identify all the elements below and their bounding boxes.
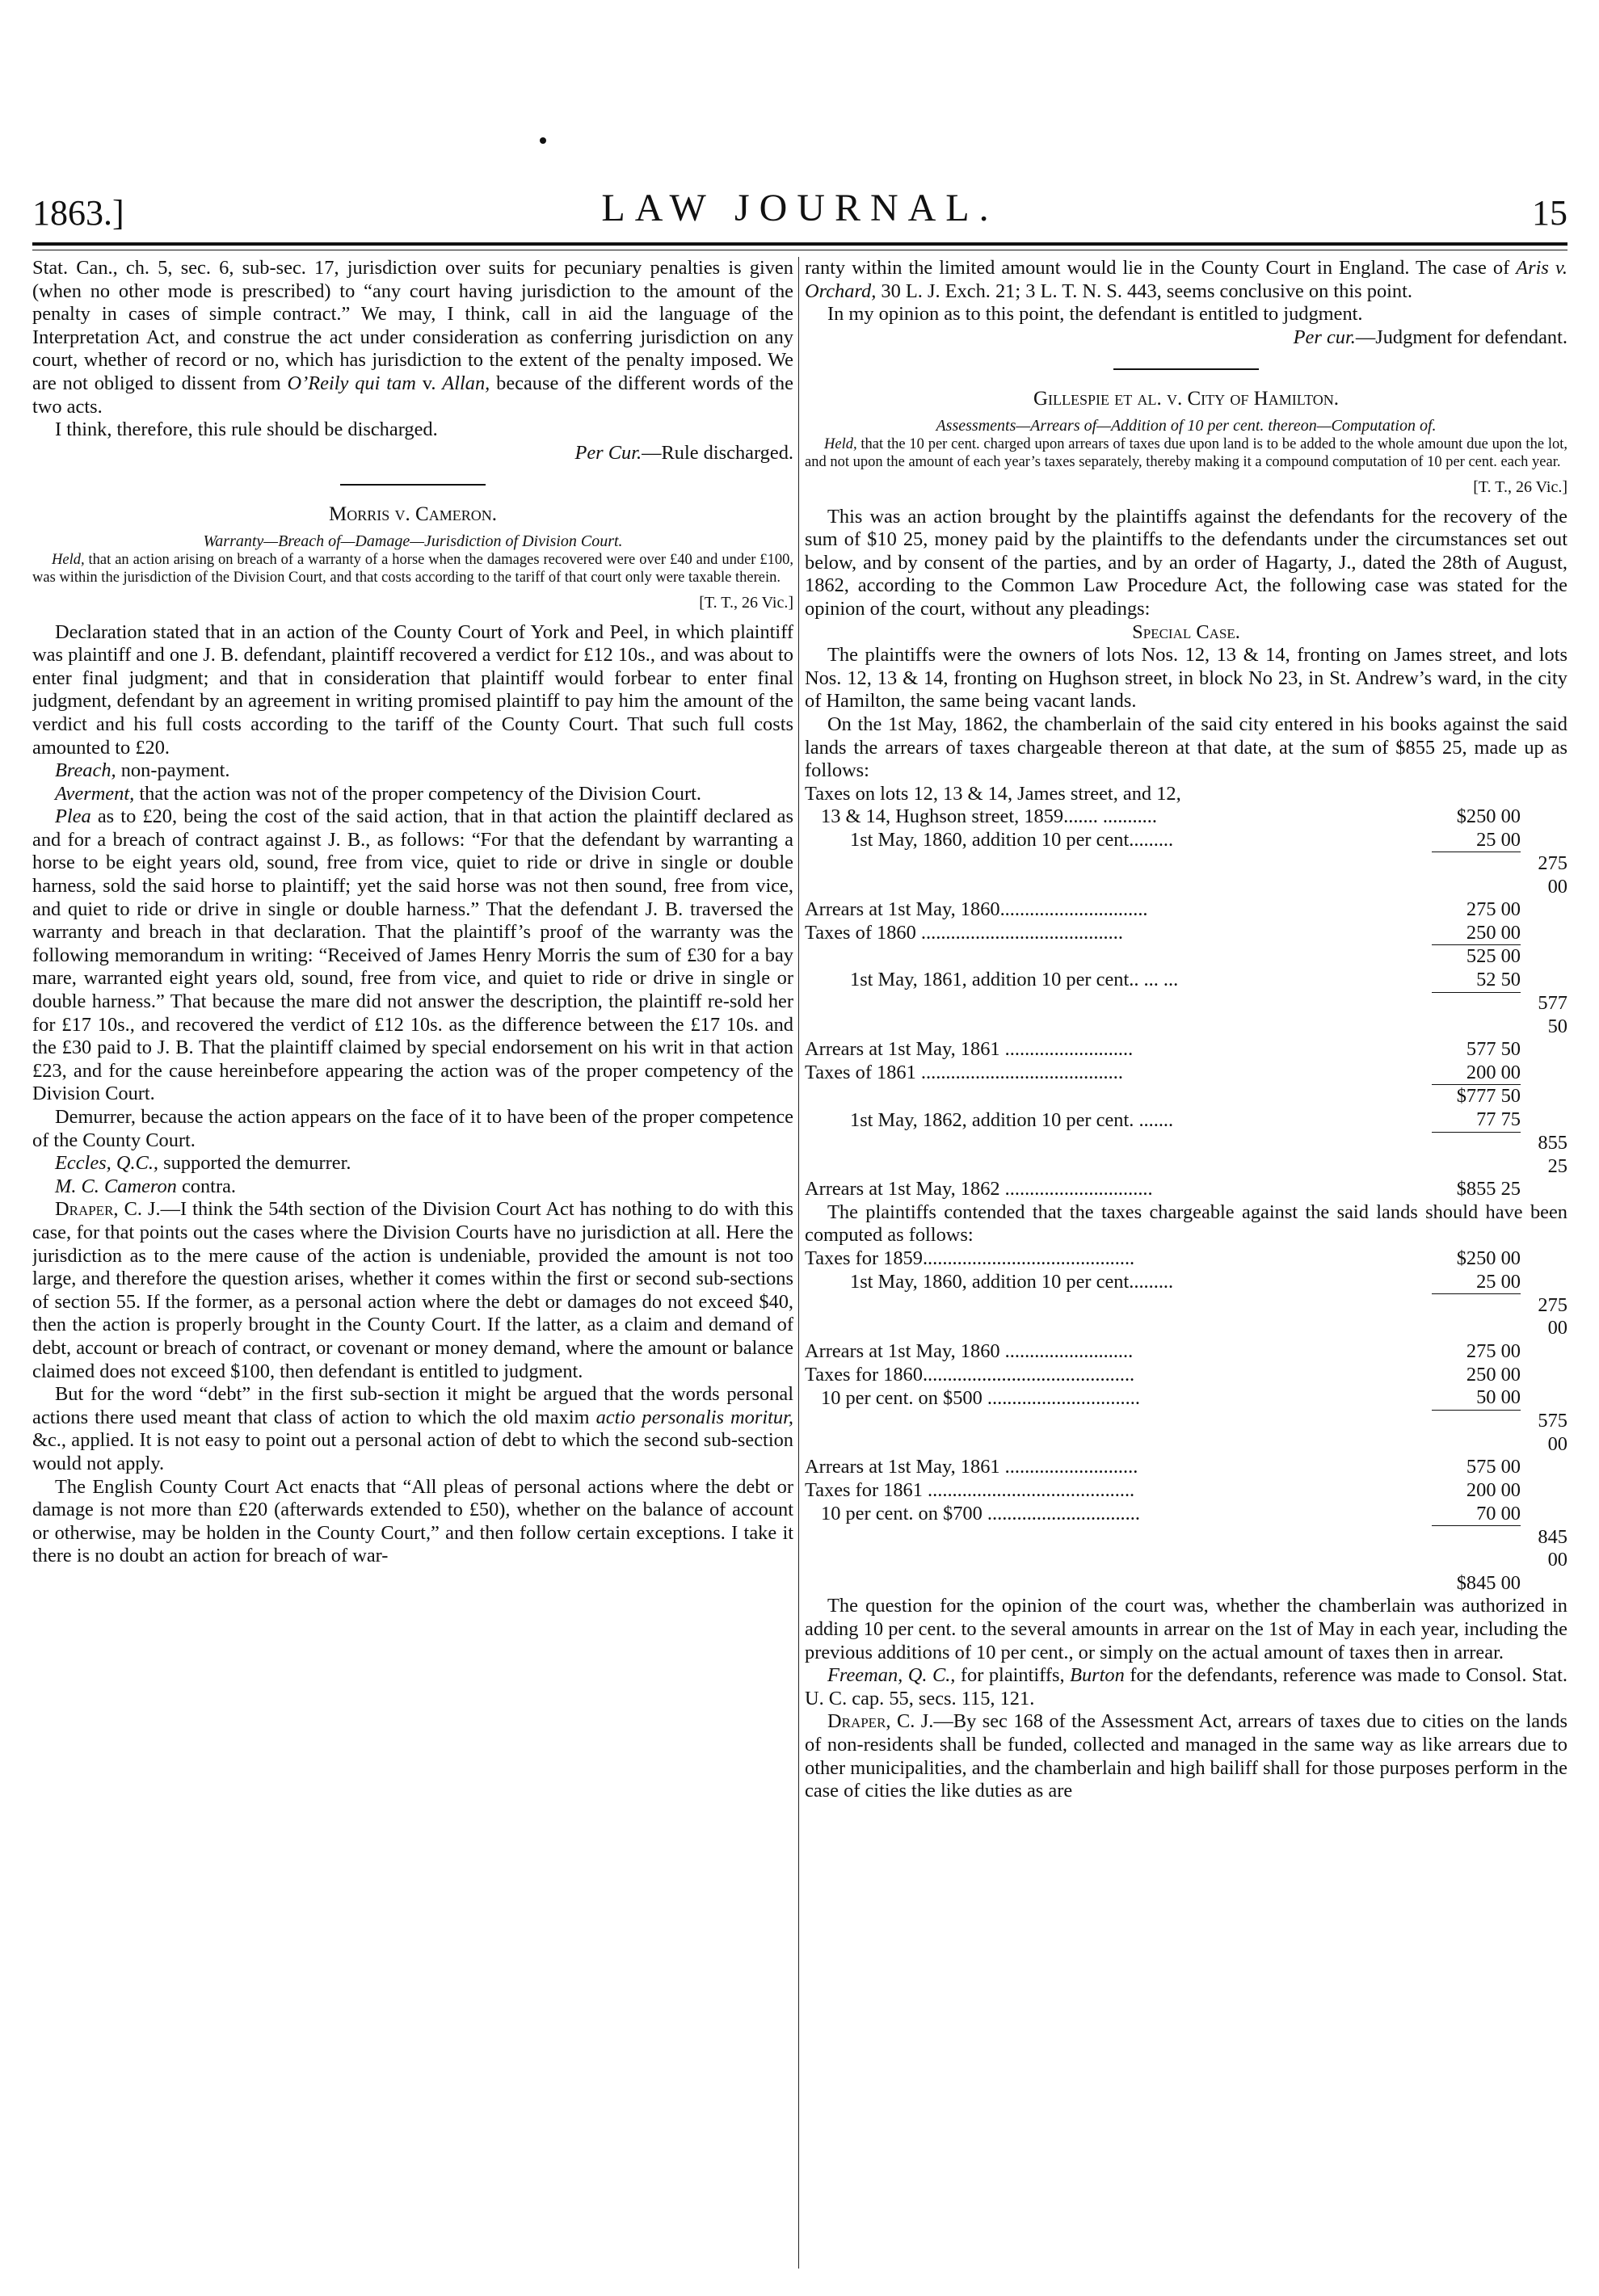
table-row bbox=[805, 1038, 1567, 1062]
row-amount: 200 00 bbox=[1466, 1479, 1521, 1501]
section-separator bbox=[1113, 368, 1259, 370]
table-row bbox=[805, 922, 1567, 945]
row-amount: $250 00 bbox=[1456, 805, 1521, 828]
row-total bbox=[1521, 1572, 1567, 1596]
paragraph: Stat. Can., ch. 5, sec. 6, sub-sec. 17, jurisdiction over suits for pecuniary penalties is given (when no other mode is prescribed) to “any court having jurisdiction to the amount of the penalty in cases of simple contract.” We may, I think, call in aid the language of the Interpretation Act, and construe the act under consideration as conferring jurisdiction on any court, whether of record or no, which has jurisdiction to the extent of the penalty imposed. We are not obliged to dissent from O’Reily qui tam v. Allan, because of the different words of the two acts. bbox=[32, 257, 793, 418]
row-total bbox=[1521, 1062, 1567, 1085]
table-row bbox=[805, 1410, 1567, 1456]
paragraph: On the 1st May, 1862, the chamberlain of the said city entered in his books against the said lands the arrears of taxes chargeable thereon at that date, at the sum of $855 25, made up as follows: bbox=[805, 713, 1567, 782]
row-description: 10 per cent. on $500 ............................... bbox=[821, 1386, 1140, 1409]
row-amount: 275 00 bbox=[1466, 898, 1521, 921]
row-total bbox=[1521, 1271, 1567, 1294]
ink-dot bbox=[540, 137, 546, 144]
headnote: Held, that an action arising on breach of a warranty of a horse when the damages recovered were over £40 and under £100, was within the jurisdiction of the Division Court, and that costs according to the tariff of that court only were taxable therein. bbox=[32, 551, 793, 586]
row-amount: 52 50 bbox=[1476, 968, 1521, 990]
row-description: Taxes of 1860 ......................................... bbox=[805, 922, 1123, 944]
row-total bbox=[1521, 1503, 1567, 1526]
row-amount: $845 00 bbox=[1456, 1571, 1521, 1594]
row-total bbox=[1521, 1479, 1567, 1503]
table-row bbox=[805, 1178, 1567, 1201]
paragraph: M. C. Cameron contra. bbox=[55, 1175, 237, 1197]
table-row bbox=[805, 898, 1567, 922]
table-row bbox=[805, 992, 1567, 1038]
row-description bbox=[805, 1526, 1432, 1572]
row-amount: 25 00 bbox=[1476, 828, 1521, 851]
row-amount: 25 00 bbox=[1476, 1270, 1521, 1293]
row-description: 1st May, 1862, addition 10 per cent. ....... bbox=[850, 1108, 1174, 1131]
row-description: 10 per cent. on $700 ............................... bbox=[821, 1503, 1140, 1525]
special-case-heading: Special Case. bbox=[1132, 620, 1240, 643]
header-rule-thick bbox=[32, 242, 1567, 246]
row-description: 1st May, 1861, addition 10 per cent.. ... ... bbox=[850, 969, 1179, 991]
row-description: Arrears at 1st May, 1860.............................. bbox=[805, 898, 1148, 921]
row-description: Arrears at 1st May, 1860 .......................... bbox=[805, 1339, 1134, 1362]
row-amount: 275 00 bbox=[1466, 1339, 1521, 1362]
row-total bbox=[1521, 1364, 1567, 1387]
row-description bbox=[805, 852, 1432, 898]
row-description bbox=[805, 992, 1432, 1038]
paragraph: ranty within the limited amount would lie in the County Court in England. The case of Aris v. Orchard, 30 L. J. Exch. 21; 3 L. T. N. S. 443, seems conclusive on this point. bbox=[805, 257, 1567, 302]
table-row bbox=[805, 1247, 1567, 1271]
table-row bbox=[805, 1062, 1567, 1085]
row-amount bbox=[1432, 783, 1521, 806]
row-description: Taxes of 1861 ......................................... bbox=[805, 1062, 1123, 1084]
row-total: 855 25 bbox=[1538, 1132, 1567, 1177]
table-row bbox=[805, 829, 1567, 852]
header-year: 1863.] bbox=[32, 193, 124, 233]
left-column bbox=[32, 257, 793, 2277]
term-citation: [T. T., 26 Vic.] bbox=[699, 593, 793, 612]
table-row bbox=[805, 1479, 1567, 1503]
row-description bbox=[805, 1572, 1432, 1596]
row-amount: 525 00 bbox=[1432, 945, 1521, 969]
row-total bbox=[1521, 1456, 1567, 1479]
row-total bbox=[1521, 1386, 1567, 1410]
paragraph: This was an action brought by the plaintiffs against the defendants for the recovery of the sum of $10 25, money paid by the plaintiffs to the defendants under the circumstances set out below, and by consent of the parties, and by an order of Hagarty, J., dated the 28th of August, 1862, according to the Common Law Procedure Act, the following case was stated for the opinion of the court, without any pleadings: bbox=[805, 505, 1567, 620]
table-row bbox=[805, 1386, 1567, 1410]
column-divider bbox=[798, 257, 799, 2269]
table-row bbox=[805, 969, 1567, 992]
row-amount: 575 00 bbox=[1466, 1456, 1521, 1478]
table-row bbox=[805, 1456, 1567, 1479]
case-subject: Assessments—Arrears of—Addition of 10 per cent. thereon—Computation of. bbox=[936, 416, 1437, 435]
row-amount: $250 00 bbox=[1456, 1247, 1521, 1270]
plaintiffs-computation-table bbox=[805, 1247, 1567, 1595]
paragraph: Declaration stated that in an action of the County Court of York and Peel, in which plaintiff was plaintiff and one J. B. defendant, plaintiff recovered a verdict for £12 10s., and was about to enter final judgment; and that in consideration that plaintiff would forbear to enter final judgment, defendant by an agreement in writing promised plaintiff to pay him the amount of the verdict and his full costs according to the tariff of the County Court. That such full costs amounted to £20. bbox=[32, 620, 793, 759]
row-description: 1st May, 1860, addition 10 per cent......... bbox=[850, 1271, 1174, 1293]
right-column bbox=[805, 257, 1567, 2277]
row-description: Taxes for 1859........................................... bbox=[805, 1247, 1135, 1270]
table-row bbox=[805, 1085, 1567, 1108]
row-amount: $855 25 bbox=[1456, 1178, 1521, 1201]
row-description bbox=[805, 1085, 1432, 1108]
row-amount bbox=[1432, 1294, 1521, 1340]
paragraph: Plea as to £20, being the cost of the said action, that in that action the plaintiff declared as and for a breach of contract against J. B., as follows: “For that the defendant by warranting a horse to be eight years old, sound, free from vice, quiet to ride or drive in single or double harness, sold the said horse to plaintiff; yet the said horse was not then sound, free from vice, and quiet to ride or drive in single or double harness.” That the defendant J. B. traversed the warranty and breach in that declaration. That the plaintiff’s proof of the warranty was the following memorandum in writing: “Received of James Henry Morris the sum of £30 for a bay mare, warranted eight years old, sound, free from vice, and quiet to ride or drive in single or double harness.” That because the mare did not answer the description, the plaintiff re-sold her for £17 10s., and recovered the verdict of £12 10s. as the difference between the £17 10s. and the £30 paid to J. B. That the plaintiff claimed by special endorsement on his writ in that action £23, and for the cause hereinbefore appearing the action was of the proper competency of the Division Court. bbox=[32, 805, 793, 1105]
row-amount bbox=[1432, 852, 1521, 898]
row-description: 13 & 14, Hughson street, 1859....... ........... bbox=[821, 805, 1157, 828]
table-row bbox=[805, 852, 1567, 898]
section-separator bbox=[340, 484, 486, 486]
row-total bbox=[1521, 898, 1567, 922]
table-row bbox=[805, 1503, 1567, 1526]
row-total: 575 00 bbox=[1538, 1410, 1567, 1455]
row-total bbox=[1521, 945, 1567, 969]
table-row bbox=[805, 805, 1567, 829]
ruling: Per Cur.—Rule discharged. bbox=[574, 441, 793, 464]
row-total bbox=[1521, 922, 1567, 945]
row-total bbox=[1521, 1178, 1567, 1201]
paragraph: In my opinion as to this point, the defendant is entitled to judgment. bbox=[827, 303, 1363, 326]
row-total bbox=[1521, 1038, 1567, 1062]
paragraph: Breach, non-payment. bbox=[55, 759, 230, 782]
ruling: Per cur.—Judgment for defendant. bbox=[1293, 326, 1567, 348]
row-total bbox=[1521, 969, 1567, 992]
page-number: 15 bbox=[1532, 193, 1567, 233]
row-total bbox=[1521, 1340, 1567, 1364]
table-row bbox=[805, 1108, 1567, 1132]
paragraph: The plaintiffs contended that the taxes chargeable against the said lands should have been computed as follows: bbox=[805, 1201, 1567, 1247]
row-description: Arrears at 1st May, 1861 .......................... bbox=[805, 1038, 1134, 1061]
row-total: 275 00 bbox=[1538, 852, 1567, 898]
paragraph: The English County Court Act enacts that “All pleas of personal actions where the debt or damage is not more than £20 (afterwards extended to £50), whether on the balance of account or otherwise, may be holden in the County Court,” and then follow certain exceptions. I take it there is no doubt an action for breach of war- bbox=[32, 1475, 793, 1567]
row-total: 577 50 bbox=[1538, 992, 1567, 1037]
table-row bbox=[805, 1364, 1567, 1387]
table-row bbox=[805, 1294, 1567, 1340]
row-description bbox=[805, 1410, 1432, 1456]
row-description: Taxes for 1861 .......................................... bbox=[805, 1479, 1135, 1501]
row-amount: 250 00 bbox=[1466, 1363, 1521, 1386]
row-amount: 577 50 bbox=[1466, 1038, 1521, 1061]
paragraph: Eccles, Q.C., supported the demurrer. bbox=[55, 1152, 351, 1175]
row-total: 275 00 bbox=[1538, 1293, 1567, 1339]
row-description: Arrears at 1st May, 1861 ........................... bbox=[805, 1456, 1138, 1478]
row-amount: 77 75 bbox=[1476, 1108, 1521, 1130]
row-description: Taxes for 1860........................................... bbox=[805, 1363, 1135, 1386]
paragraph: Demurrer, because the action appears on the face of it to have been of the proper competence of the County Court. bbox=[32, 1106, 793, 1151]
case-title: Gillespie et al. v. City of Hamilton. bbox=[1033, 388, 1339, 410]
row-amount bbox=[1432, 1410, 1521, 1456]
table-row bbox=[805, 1132, 1567, 1178]
term-citation: [T. T., 26 Vic.] bbox=[1473, 477, 1567, 496]
row-amount bbox=[1432, 1132, 1521, 1178]
paragraph: Freeman, Q. C., for plaintiffs, Burton for the defendants, reference was made to Consol. Stat. U. C. cap. 55, secs. 115, 121. bbox=[805, 1664, 1567, 1709]
row-amount: 50 00 bbox=[1476, 1386, 1521, 1409]
journal-title: LAW JOURNAL. bbox=[601, 187, 999, 229]
paragraph: The question for the opinion of the court was, whether the chamberlain was authorized in adding 10 per cent. to the several amounts in arrear on the 1st of May in each year, including the previous additions of 10 per cent., or simply on the actual amount of taxes then in arrear. bbox=[805, 1595, 1567, 1663]
paragraph: The plaintiffs were the owners of lots Nos. 12, 13 & 14, fronting on James street, and lots Nos. 12, 13 & 14, fronting on Hughson street, in block No 23, in St. Andrew’s ward, in the city of Hamilton, the same being vacant lands. bbox=[805, 644, 1567, 713]
row-total bbox=[1521, 805, 1567, 829]
row-total bbox=[1521, 1247, 1567, 1271]
row-amount bbox=[1432, 1526, 1521, 1572]
row-description bbox=[805, 945, 1432, 969]
judgment-paragraph: Draper, C. J.—By sec 168 of the Assessment Act, arrears of taxes due to cities on the lands of non-residents shall be funded, collected and managed in the same way as like arrears due to other municipalities, and the chamberlain and high bailiff shall for those purposes perform in the case of cities the like duties as are bbox=[805, 1710, 1567, 1802]
table-row bbox=[805, 945, 1567, 969]
running-header bbox=[32, 186, 1567, 234]
chamberlain-computation-table bbox=[805, 783, 1567, 1201]
row-total bbox=[1521, 829, 1567, 852]
row-description bbox=[805, 1132, 1432, 1178]
table-row bbox=[805, 1340, 1567, 1364]
row-amount: 200 00 bbox=[1466, 1061, 1521, 1083]
row-description: Taxes on lots 12, 13 & 14, James street, and 12, bbox=[805, 782, 1181, 805]
row-amount: 70 00 bbox=[1476, 1502, 1521, 1524]
judgment-paragraph: Draper, C. J.—I think the 54th section of the Division Court Act has nothing to do with this case, for that points out the cases where the Division Courts have no jurisdiction at all. Here the jurisdiction as to the mere cause of the action is undeniable, provided the amount is not too large, and therefore the question arises, whether it comes within the first or second sub-sections of section 55. If the former, as a personal action where the debt or damages do not exceed $40, then the action is properly brought in the County Court. If the latter, as a claim and demand of debt, account or breach of contract, or covenant or money demand, where the amount or balance claimed does not exceed $100, then defendant is entitled to judgment. bbox=[32, 1198, 793, 1382]
row-description: Arrears at 1st May, 1862 .............................. bbox=[805, 1178, 1153, 1201]
paragraph: Averment, that the action was not of the proper competency of the Division Court. bbox=[55, 782, 701, 805]
row-amount: 250 00 bbox=[1466, 921, 1521, 944]
case-title: Morris v. Cameron. bbox=[329, 503, 497, 526]
row-total: 845 00 bbox=[1538, 1525, 1567, 1571]
row-amount bbox=[1432, 992, 1521, 1038]
row-description: 1st May, 1860, addition 10 per cent......... bbox=[850, 829, 1174, 852]
headnote: Held, that the 10 per cent. charged upon arrears of taxes due upon land is to be added to the whole amount due upon the lot, and not upon the amount of each year’s taxes separately, thereby making it a compound computation of 10 per cent. each year. bbox=[805, 435, 1567, 470]
paragraph: I think, therefore, this rule should be discharged. bbox=[55, 418, 438, 441]
row-total bbox=[1521, 1085, 1567, 1108]
row-total bbox=[1521, 1108, 1567, 1132]
table-row bbox=[805, 1271, 1567, 1294]
table-row bbox=[805, 783, 1567, 806]
paragraph: But for the word “debt” in the first sub-section it might be argued that the words personal actions there used meant that class of action to which the old maxim actio personalis moritur, &c., applied. It is not easy to point out a personal action of debt to which the second sub-section would not apply. bbox=[32, 1383, 793, 1474]
table-row bbox=[805, 1526, 1567, 1572]
table-row bbox=[805, 1572, 1567, 1596]
row-description bbox=[805, 1294, 1432, 1340]
row-total bbox=[1521, 783, 1567, 806]
case-subject: Warranty—Breach of—Damage—Jurisdiction of Division Court. bbox=[203, 532, 623, 550]
row-amount: $777 50 bbox=[1432, 1085, 1521, 1108]
